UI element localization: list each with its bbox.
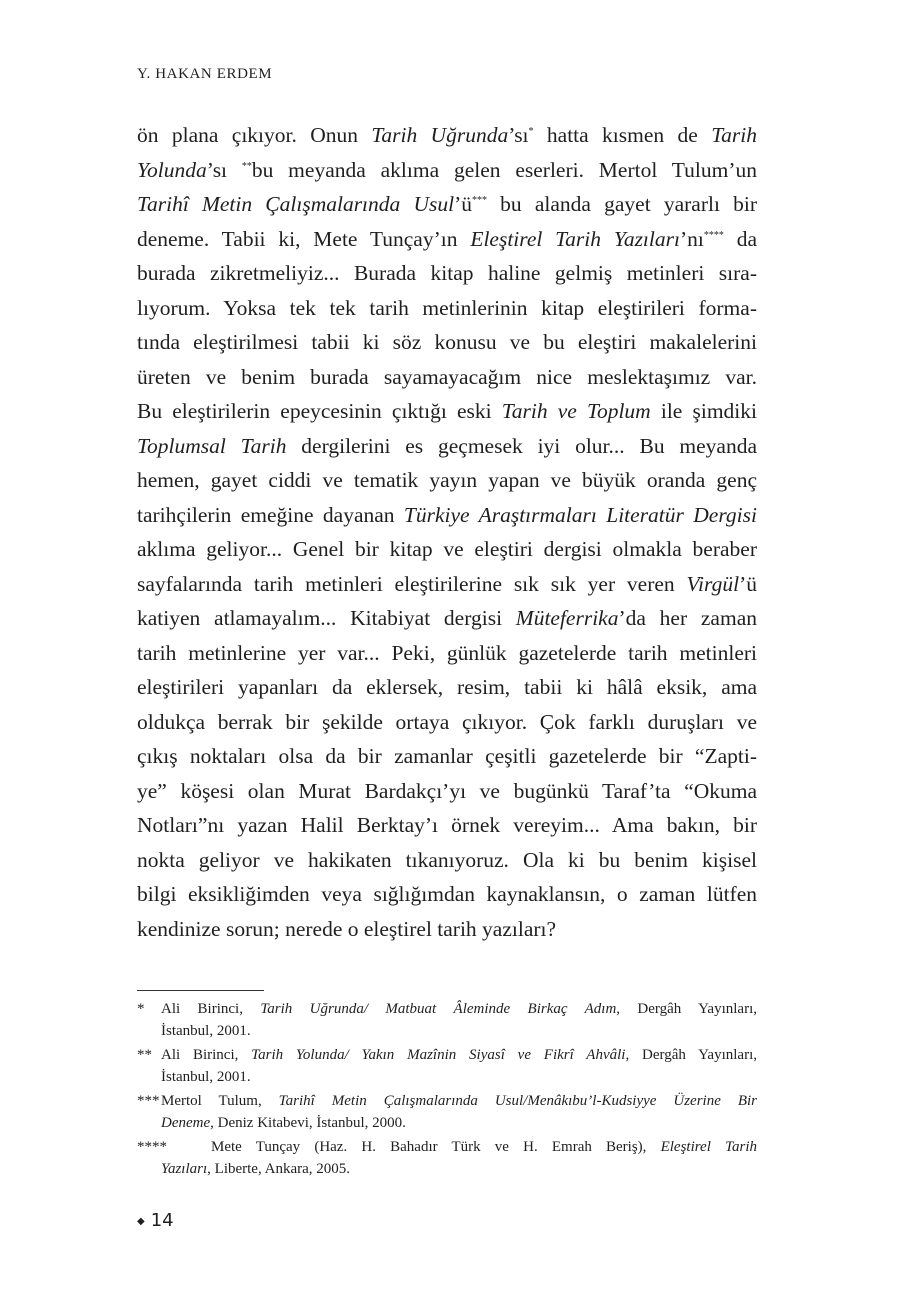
body-line: [137, 360, 757, 395]
text-run: dergilerini es geçmesek iyi olur... Bu meyanda: [286, 433, 757, 458]
footnote-line: [137, 1136, 757, 1158]
text-run: ’sı: [206, 157, 242, 182]
footnote-mark: *: [137, 1001, 145, 1017]
text-run: burada zikretmeliyiz... Burada kitap haline gelmiş metinleri sıra-: [137, 261, 757, 285]
footnote-reference: ***: [472, 194, 487, 206]
text-run: Notları”nı yazan Halil Berktay’ı örnek vereyim... Ama bakın, bir: [137, 813, 757, 837]
footnote-mark: ****: [137, 1139, 167, 1155]
footnote: [137, 1136, 757, 1180]
text-run: bilgi eksikliğimden veya sığlığımdan kaynaklansın, o zaman lütfen: [137, 882, 757, 906]
text-run: Bu eleştirilerin epeycesinin çıktığı eski: [137, 399, 502, 423]
text-run: ’ü: [739, 571, 757, 596]
text-run: tında eleştirilmesi tabii ki söz konusu ve bu eleştiri makalelerini: [137, 330, 757, 354]
italic-title: Eleştirel Tarih: [660, 1139, 757, 1155]
text-run: ile şimdiki: [650, 399, 757, 423]
text-run: ’sı: [508, 123, 529, 147]
diamond-icon: ◆: [137, 1215, 145, 1227]
text-run: ’da her zaman: [618, 606, 757, 630]
italic-title: Tarih Uğrunda/ Matbuat Âleminde Birkaç Adım: [260, 1001, 617, 1017]
text-run: İstanbul, 2001.: [161, 1069, 251, 1085]
body-line: [137, 153, 757, 188]
text-run: , Deniz Kitabevi, İstanbul, 2000.: [210, 1115, 406, 1131]
footnote-line: [137, 1066, 757, 1088]
text-run: nokta geliyor ve hakikaten tıkanıyoruz. Ola ki bu benim kişisel: [137, 847, 757, 872]
text-run: , Liberte, Ankara, 2005.: [207, 1161, 351, 1177]
text-run: İstanbul, 2001.: [161, 1023, 251, 1039]
italic-title: Türkiye Araştırmaları Literatür Dergisi: [403, 502, 757, 527]
italic-title: Tarih Uğrunda: [371, 123, 509, 147]
text-run: Mete Tunçay (Haz. H. Bahadır Türk ve H. Emrah Beriş),: [211, 1139, 661, 1155]
body-line: [137, 291, 757, 326]
body-line: [137, 325, 757, 360]
text-run: da: [723, 226, 757, 251]
italic-title: Tarih Yolunda/ Yakın Mazînin Siyasî ve Fikrî Ahvâli: [251, 1047, 626, 1063]
body-line: [137, 498, 757, 533]
footnote: [137, 998, 757, 1042]
text-run: ’ü: [454, 192, 472, 216]
footnote-line: [137, 998, 757, 1020]
body-line: [137, 843, 757, 878]
body-line: [137, 222, 757, 257]
footnote-line: [137, 1020, 757, 1042]
text-run: bu alanda gayet yararlı bir: [487, 192, 757, 216]
text-run: eleştirileri yapanları da eklersek, resim, tabii ki hâlâ eksik, ama: [137, 675, 757, 699]
footnote-line: [137, 1044, 757, 1066]
italic-title: Tarih ve Toplum: [501, 399, 651, 423]
body-line: [137, 636, 757, 671]
body-line: [137, 187, 757, 222]
body-line: [137, 601, 757, 636]
body-line: [137, 532, 757, 567]
body-line: [137, 670, 757, 705]
italic-title: Tarihî Metin Çalışmalarında Usul: [137, 192, 455, 216]
text-run: , Dergâh Yayınları,: [616, 1001, 757, 1017]
text-run: hatta kısmen de: [533, 123, 712, 147]
footnote: [137, 1090, 757, 1134]
footnote: [137, 1044, 757, 1088]
text-run: Ali Birinci,: [161, 1047, 252, 1063]
text-run: lıyorum. Yoksa tek tek tarih metinlerinin kitap eleştirileri forma-: [137, 295, 757, 320]
italic-title: Deneme: [161, 1115, 211, 1131]
body-line: [137, 394, 757, 429]
footnote-reference: ****: [703, 229, 724, 241]
body-text: [137, 118, 757, 946]
page-number-block: [137, 1210, 174, 1231]
text-run: Mertol Tulum,: [161, 1093, 279, 1109]
body-line: [137, 912, 757, 947]
italic-title: Eleştirel Tarih Yazıları: [470, 226, 680, 251]
text-run: aklıma geliyor... Genel bir kitap ve eleştiri dergisi olmakla beraber: [137, 537, 757, 561]
footnote-reference: **: [241, 160, 252, 172]
italic-title: Tarihî Metin Çalışmalarında Usul/Menâkıbu’l-Kudsiyye Üzerine Bir: [278, 1093, 757, 1109]
footnote-line: [137, 1158, 757, 1180]
italic-title: Toplumsal Tarih: [137, 433, 287, 458]
text-run: kendinize sorun; nerede o eleştirel tarih yazıları?: [137, 916, 557, 941]
text-run: Ali Birinci,: [161, 1001, 261, 1017]
text-run: üreten ve benim burada sayamayacağım nice meslektaşımız var.: [137, 364, 757, 389]
text-run: bu meyanda aklıma gelen eserleri. Mertol Tulum’un: [251, 157, 757, 182]
body-line: [137, 567, 757, 602]
body-line: [137, 256, 757, 291]
text-run: deneme. Tabii ki, Mete Tunçay’ın: [137, 226, 471, 251]
text-run: tarih metinlerine yer var... Peki, günlük gazetelerde tarih metinleri: [137, 640, 757, 665]
text-run: oldukça berrak bir şekilde ortaya çıkıyor. Çok farklı duruşları ve: [137, 709, 757, 734]
body-line: [137, 118, 757, 153]
body-line: [137, 774, 757, 809]
text-run: ye” köşesi olan Murat Bardakçı’yı ve bugünkü Taraf’ta “Okuma: [137, 778, 757, 803]
text-run: katiyen atlamayalım... Kitabiyat dergisi: [137, 606, 516, 630]
italic-title: Müteferrika: [515, 606, 619, 630]
text-run: tarihçilerin emeğine dayanan: [137, 502, 404, 527]
page-number: 14: [150, 1210, 174, 1231]
text-run: , Dergâh Yayınları,: [625, 1047, 757, 1063]
body-line: [137, 705, 757, 740]
body-line: [137, 877, 757, 912]
footnote-rule: [137, 990, 264, 991]
footnote-line: [137, 1090, 757, 1112]
body-line: [137, 808, 757, 843]
text-run: ’nı: [679, 226, 704, 251]
running-head: Y. HAKAN ERDEM: [137, 66, 273, 82]
text-run: ön plana çıkıyor. Onun: [137, 123, 372, 147]
text-run: hemen, gayet ciddi ve tematik yayın yapan ve büyük oranda genç: [137, 468, 757, 492]
body-line: [137, 463, 757, 498]
footnote-reference: *: [528, 125, 534, 137]
text-run: çıkış noktaları olsa da bir zamanlar çeşitli gazetelerde bir “Zapti-: [137, 744, 757, 768]
body-line: [137, 429, 757, 464]
footnote-mark: ***: [137, 1093, 160, 1109]
italic-title: Tarih: [711, 123, 757, 147]
footnotes: [137, 998, 757, 1182]
text-run: sayfalarında tarih metinleri eleştirilerine sık sık yer veren: [137, 571, 687, 596]
footnote-line: [137, 1112, 757, 1134]
footnote-mark: **: [137, 1047, 152, 1063]
italic-title: Virgül: [686, 571, 740, 596]
body-line: [137, 739, 757, 774]
italic-title: Yazıları: [161, 1161, 208, 1177]
italic-title: Yolunda: [137, 157, 207, 182]
